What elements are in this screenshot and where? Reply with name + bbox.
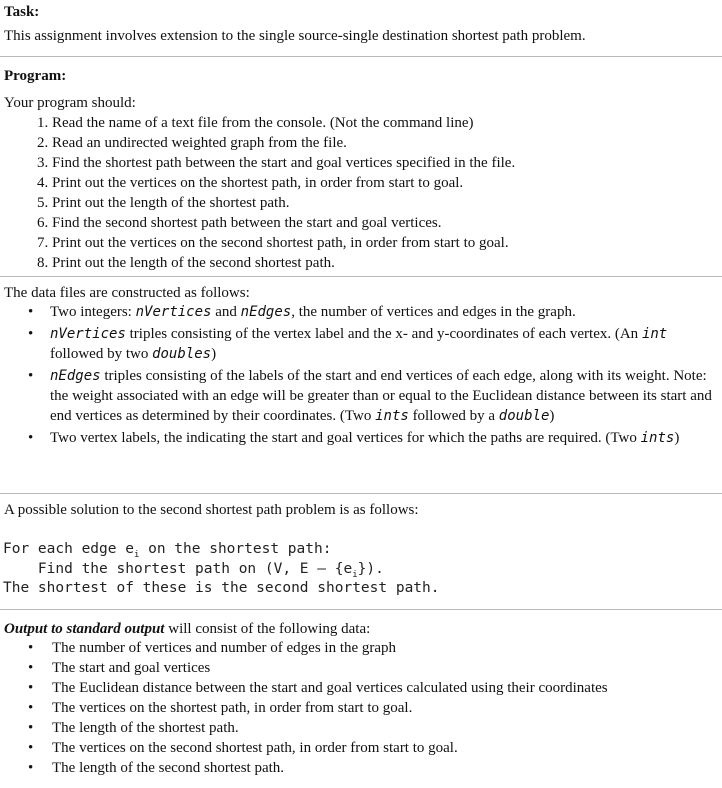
program-step: 1. Read the name of a text file from the console. (Not the command line)	[52, 113, 714, 133]
bullet-icon: •	[28, 700, 34, 716]
data-files-intro: The data files are constructed as follows:	[4, 285, 250, 301]
program-step: 6. Find the second shortest path between the start and goal vertices.	[52, 213, 714, 233]
program-steps	[4, 113, 714, 273]
solution-intro: A possible solution to the second shortest path problem is as follows:	[4, 502, 419, 518]
list-item: • The vertices on the shortest path, in order from start to goal.	[28, 700, 413, 716]
output-heading: Output to standard output will consist of the following data:	[4, 621, 371, 637]
program-heading: Program:	[4, 68, 67, 84]
bullet-icon: •	[28, 640, 34, 656]
list-item: • Two vertex labels, the indicating the start and goal vertices for which the paths are required. (Two ints)	[28, 430, 680, 446]
task-heading: Task:	[4, 4, 40, 20]
task-text: This assignment involves extension to the single source-single destination shortest path problem.	[4, 28, 586, 44]
bullet-icon: •	[28, 760, 34, 776]
bullet-icon: •	[28, 368, 34, 384]
program-intro: Your program should:	[4, 95, 136, 111]
divider	[0, 493, 722, 494]
list-item: • nVertices triples consisting of the vertex label and the x- and y-coordinates of each vertex. (An int followed by two doubles)	[28, 326, 668, 362]
list-item: • Two integers: nVertices and nEdges, the number of vertices and edges in the graph.	[28, 304, 576, 320]
bullet-icon: •	[28, 326, 34, 342]
bullet-icon: •	[28, 430, 34, 446]
program-step: 5. Print out the length of the shortest path.	[52, 193, 714, 213]
divider	[0, 276, 722, 277]
program-step: 4. Print out the vertices on the shortest path, in order from start to goal.	[52, 173, 714, 193]
bullet-icon: •	[28, 720, 34, 736]
divider	[0, 609, 722, 610]
program-step: 3. Find the shortest path between the start and goal vertices specified in the file.	[52, 153, 714, 173]
list-item: • The length of the second shortest path.	[28, 760, 285, 776]
bullet-icon: •	[28, 680, 34, 696]
output-list	[4, 638, 714, 778]
code-line: Find the shortest path on (V, E – $\{e_i\}$).	[3, 561, 384, 580]
bullet-icon: •	[28, 304, 34, 320]
list-item: • The length of the shortest path.	[28, 720, 239, 736]
program-step: 8. Print out the length of the second shortest path.	[52, 253, 714, 273]
program-step: 2. Read an undirected weighted graph from the file.	[52, 133, 714, 153]
code-line: The shortest of these is the second shortest path.	[3, 580, 440, 596]
bullet-icon: •	[28, 660, 34, 676]
list-item: • The vertices on the second shortest path, in order from start to goal.	[28, 740, 458, 756]
list-item: • The Euclidean distance between the start and goal vertices calculated using their coordinates	[28, 680, 608, 696]
divider	[0, 56, 722, 57]
list-item: • nEdges triples consisting of the labels of the start and end vertices of each edge, along with its weight. Note: the weight associated with an edge will be greater than or equal to the Euclidean distance between its start and end vertices as determined by their coordinates. (Two ints followed by a double)	[28, 368, 712, 424]
bullet-icon: •	[28, 740, 34, 756]
code-line: For each edge $e_i$ on the shortest path:	[3, 541, 332, 560]
data-files-list	[4, 302, 714, 448]
program-step: 7. Print out the vertices on the second shortest path, in order from start to goal.	[52, 233, 714, 253]
list-item: • The number of vertices and number of edges in the graph	[28, 640, 397, 656]
list-item: • The start and goal vertices	[28, 660, 211, 676]
